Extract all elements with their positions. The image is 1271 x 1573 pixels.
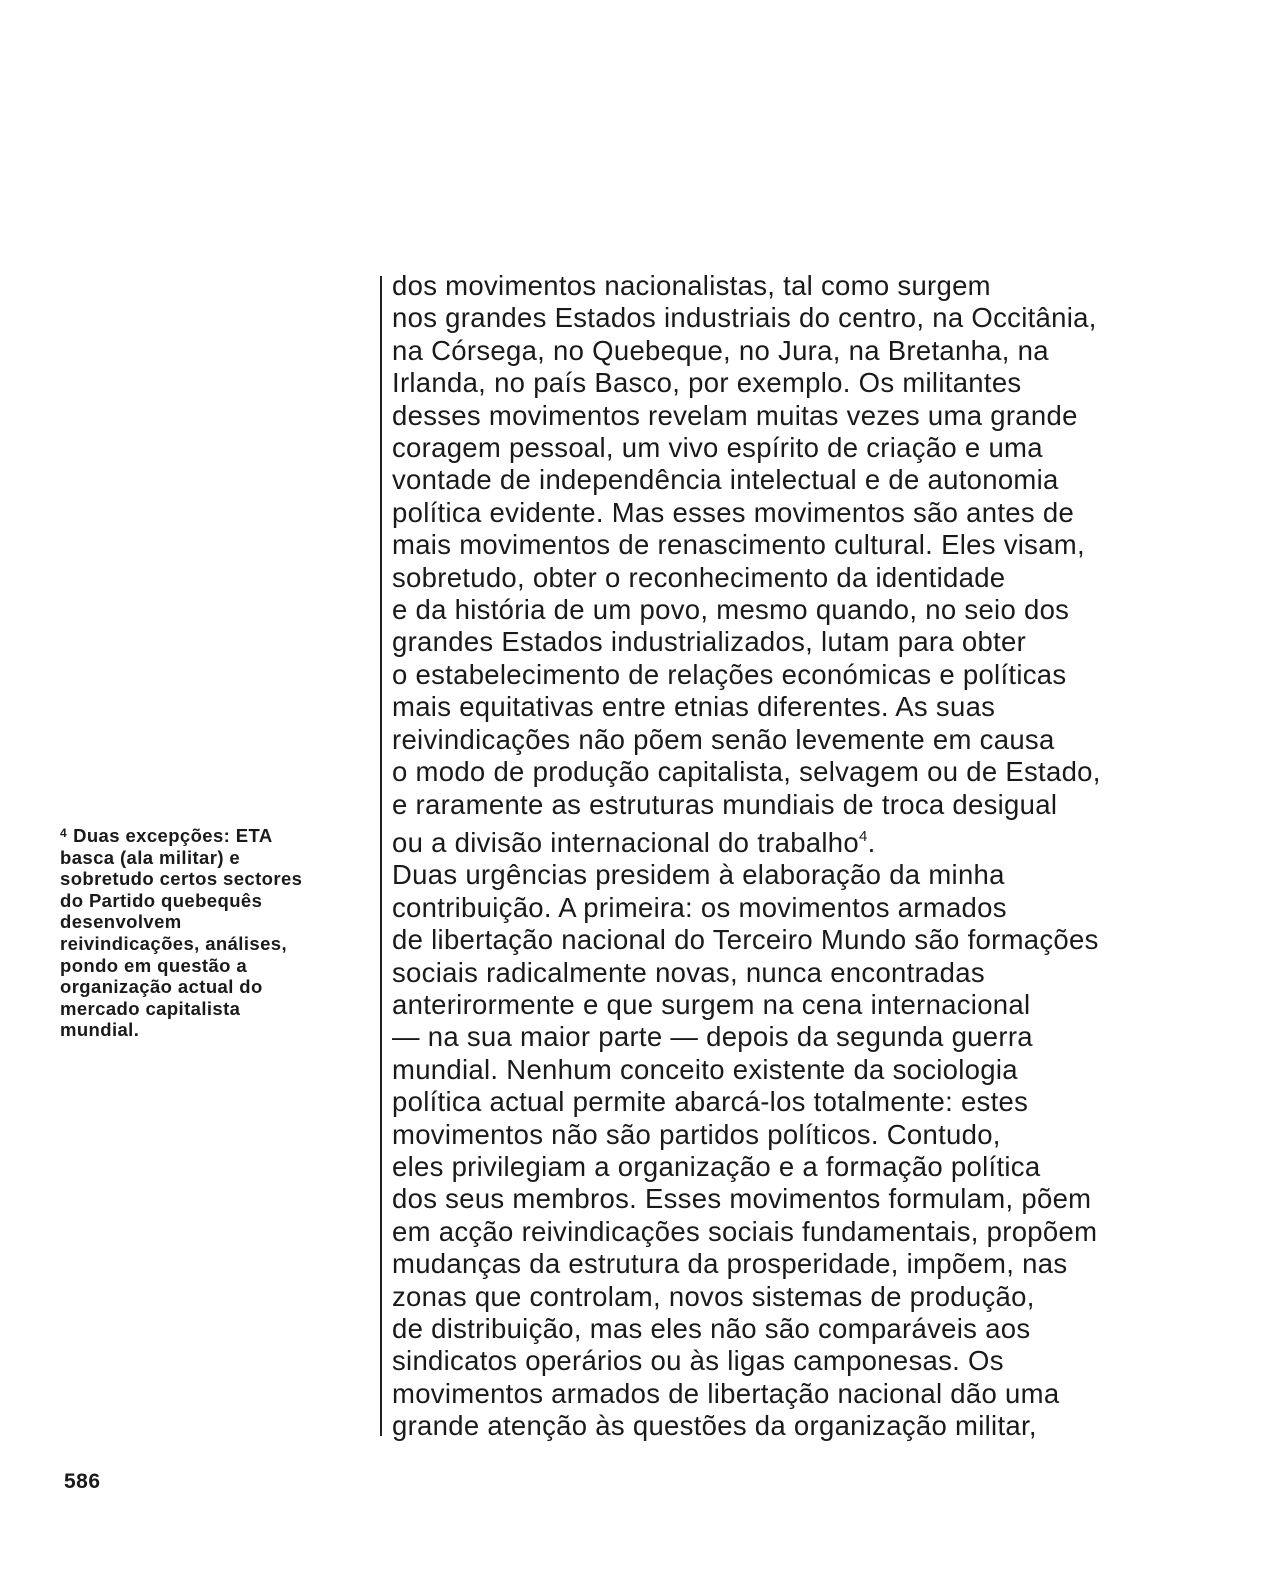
text-line: movimentos não são partidos políticos. Contudo, xyxy=(392,1118,1001,1150)
footnote-line: desenvolvem xyxy=(60,911,182,933)
text-line: anterirormente e que surgem na cena internacional xyxy=(392,988,1031,1020)
text-line: política actual permite abarcá-los totalmente: estes xyxy=(392,1086,1029,1118)
footnote-marker: 4 xyxy=(60,826,68,840)
text-line: Irlanda, no país Basco, por exemplo. Os militantes xyxy=(392,367,1022,399)
footnote-line xyxy=(60,823,360,847)
text-line: reivindicações não põem senão levemente em causa xyxy=(392,723,1055,755)
footnote-text: Duas excepções: ETA xyxy=(73,825,273,846)
footnote-line: mercado capitalista xyxy=(60,997,241,1019)
text-line: zonas que controlam, novos sistemas de produção, xyxy=(392,1280,1035,1312)
footnote-line: reivindicações, análises, xyxy=(60,932,287,954)
text-line: vontade de independência intelectual e de autonomia xyxy=(392,464,1059,496)
text-line: de libertação nacional do Terceiro Mundo são formações xyxy=(392,924,1099,956)
text-line-with-footnote-ref xyxy=(392,821,1222,859)
text-line: mais equitativas entre etnias diferentes. As suas xyxy=(392,691,996,723)
text-line: sindicatos operários ou às ligas camponesas. Os xyxy=(392,1345,1004,1377)
text-line: mudanças da estrutura da prosperidade, impõem, nas xyxy=(392,1248,1068,1280)
text-line: o estabelecimento de relações económicas e políticas xyxy=(392,658,1067,690)
footnote-line: do Partido quebequês xyxy=(60,889,263,911)
text-line: nos grandes Estados industriais do centro, na Occitânia, xyxy=(392,302,1097,334)
text-line: política evidente. Mas esses movimentos são antes de xyxy=(392,496,1075,528)
text-line: sobretudo, obter o reconhecimento da identidade xyxy=(392,561,1006,593)
main-text-column xyxy=(392,270,1222,1443)
text-line: contribuição. A primeira: os movimentos armados xyxy=(392,891,1007,923)
text-line: de distribuição, mas eles não são comparáveis aos xyxy=(392,1313,1031,1344)
text-line: dos seus membros. Esses movimentos formulam, põem xyxy=(392,1183,1092,1215)
text-line: em acção reivindicações sociais fundamentais, propõem xyxy=(392,1215,1098,1247)
text-line: o modo de produção capitalista, selvagem ou de Estado, xyxy=(392,756,1101,788)
text-line: e raramente as estruturas mundiais de troca desigual xyxy=(392,788,1058,820)
text-line: — na sua maior parte — depois da segunda guerra xyxy=(392,1021,1033,1053)
text-line: dos movimentos nacionalistas, tal como surgem xyxy=(392,270,991,301)
text-line: e da história de um povo, mesmo quando, no seio dos xyxy=(392,594,1070,626)
text-line: coragem pessoal, um vivo espírito de criação e uma xyxy=(392,432,1043,464)
footnote-line: mundial. xyxy=(60,1019,140,1041)
footnote xyxy=(60,823,360,1041)
text-line: desses movimentos revelam muitas vezes uma grande xyxy=(392,399,1078,431)
text-line: grande atenção às questões da organização militar, xyxy=(392,1410,1037,1442)
footnote-line: sobretudo certos sectores xyxy=(60,868,303,890)
text-line: grandes Estados industrializados, lutam para obter xyxy=(392,626,1027,658)
text-line: eles privilegiam a organização e a formação política xyxy=(392,1150,1041,1182)
footnote-reference[interactable]: 4 xyxy=(859,827,868,845)
footnote-line: basca (ala militar) e xyxy=(60,846,241,868)
column-divider-rule xyxy=(380,276,382,1436)
text-line: movimentos armados de libertação nacional dão uma xyxy=(392,1377,1060,1409)
text-line: mais movimentos de renascimento cultural. Eles visam, xyxy=(392,529,1085,561)
text-line: ou a divisão internacional do trabalho xyxy=(392,826,859,858)
text-line: sociais radicalmente novas, nunca encontradas xyxy=(392,956,985,988)
text-line: na Córsega, no Quebeque, no Jura, na Bretanha, na xyxy=(392,334,1049,366)
page-number: 586 xyxy=(64,1470,101,1493)
footnote-ref-punctuation: . xyxy=(867,826,876,858)
footnote-line: pondo em questão a xyxy=(60,954,248,976)
text-line: Duas urgências presidem à elaboração da minha xyxy=(392,859,1005,891)
text-line: mundial. Nenhum conceito existente da sociologia xyxy=(392,1053,1018,1085)
footnote-line: organização actual do xyxy=(60,976,263,998)
